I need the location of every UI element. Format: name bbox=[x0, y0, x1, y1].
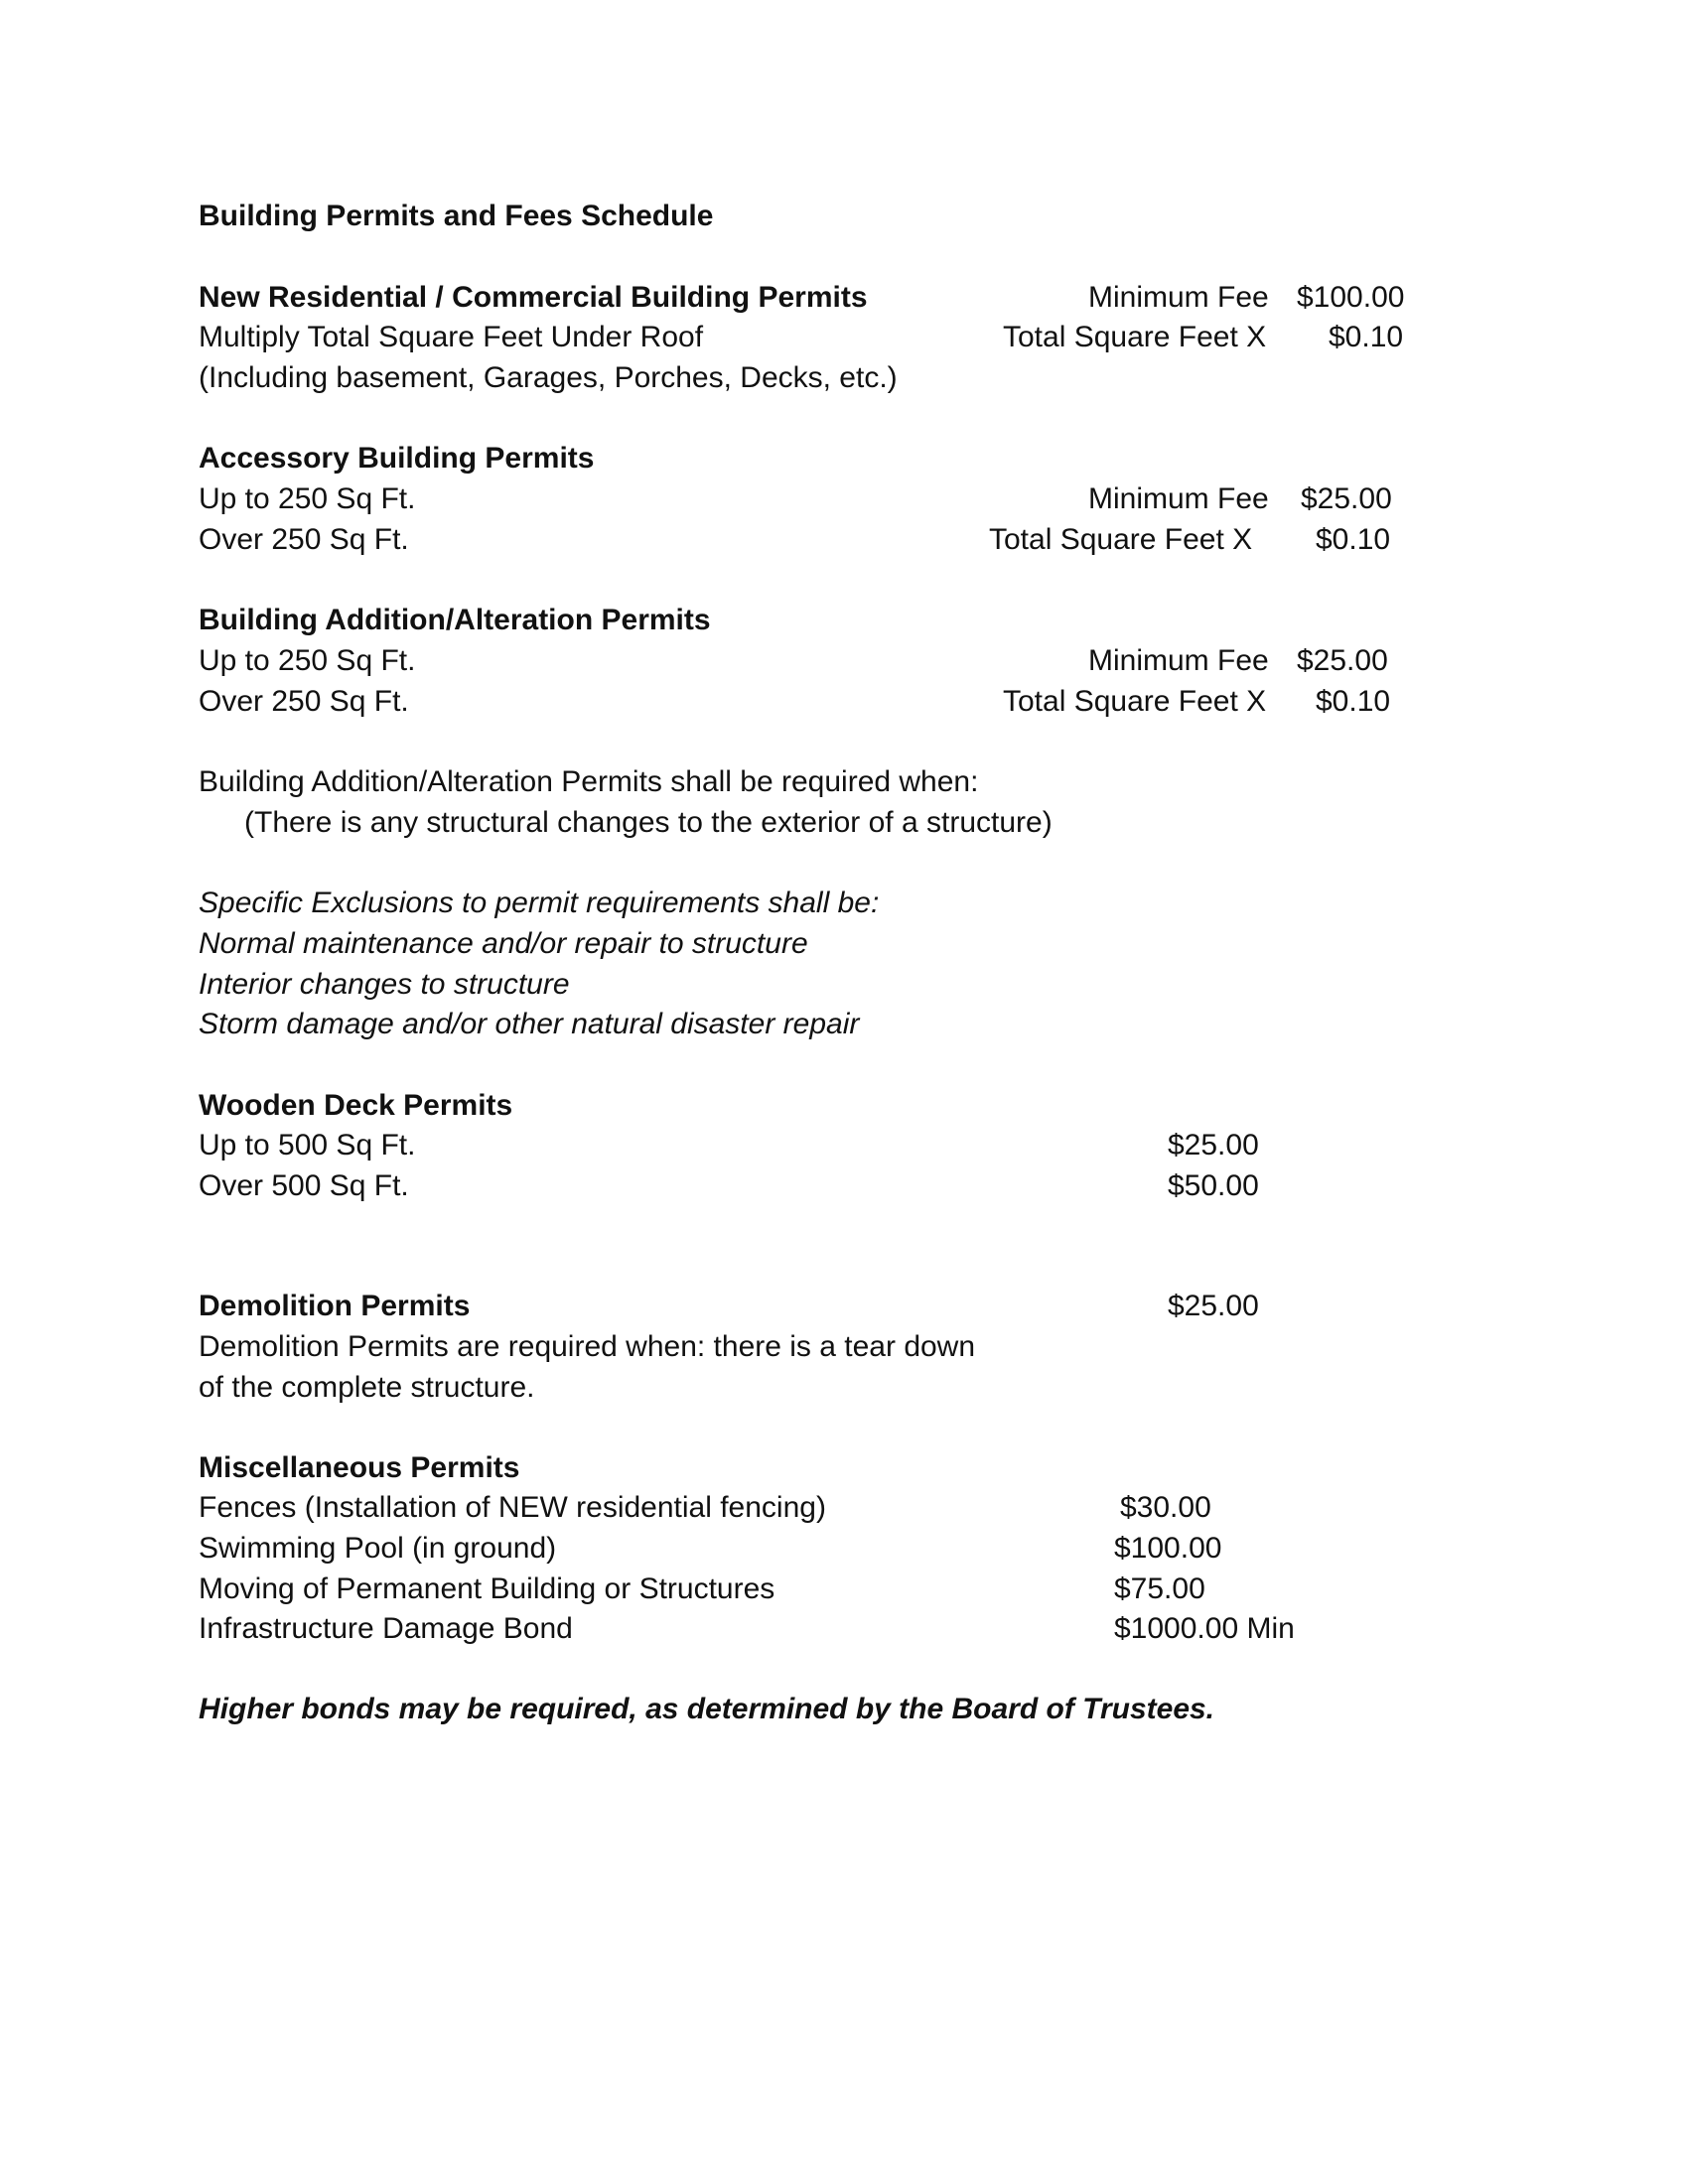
addition-required-when: Building Addition/Alteration Permits shall be required when: bbox=[199, 765, 979, 798]
addition-sqft-rate: $0.10 bbox=[1316, 685, 1391, 718]
new-residential-min-fee-label: Minimum Fee bbox=[1088, 281, 1269, 314]
addition-sqft-label: Total Square Feet X bbox=[1003, 685, 1267, 718]
misc-item-label: Moving of Permanent Building or Structures bbox=[199, 1572, 775, 1605]
new-residential-sqft-label: Total Square Feet X bbox=[1003, 321, 1267, 353]
new-residential-sqft-rate: $0.10 bbox=[1329, 321, 1404, 353]
demolition-fee: $25.00 bbox=[1168, 1290, 1259, 1322]
misc-item-label: Fences (Installation of NEW residential fencing) bbox=[199, 1491, 826, 1524]
accessory-min-fee-label: Minimum Fee bbox=[1088, 482, 1269, 515]
addition-row1-label: Up to 250 Sq Ft. bbox=[199, 644, 416, 677]
document-title: Building Permits and Fees Schedule bbox=[199, 200, 714, 232]
misc-item-fee: $100.00 bbox=[1114, 1532, 1222, 1565]
demolition-note-line1: Demolition Permits are required when: there is a tear down bbox=[199, 1330, 976, 1363]
accessory-min-fee-value: $25.00 bbox=[1301, 482, 1392, 515]
new-residential-heading: New Residential / Commercial Building Permits bbox=[199, 281, 868, 314]
deck-row1-fee: $25.00 bbox=[1168, 1129, 1259, 1161]
misc-item-label: Infrastructure Damage Bond bbox=[199, 1612, 573, 1645]
misc-item-fee: $30.00 bbox=[1120, 1491, 1211, 1524]
misc-item-fee: $1000.00 Min bbox=[1114, 1612, 1295, 1645]
addition-min-fee-value: $25.00 bbox=[1297, 644, 1388, 677]
exclusion-item: Normal maintenance and/or repair to structure bbox=[199, 927, 808, 960]
accessory-sqft-rate: $0.10 bbox=[1316, 523, 1391, 556]
accessory-heading: Accessory Building Permits bbox=[199, 442, 595, 475]
deck-heading: Wooden Deck Permits bbox=[199, 1089, 513, 1122]
exclusion-item: Storm damage and/or other natural disaster repair bbox=[199, 1008, 860, 1040]
deck-row2-label: Over 500 Sq Ft. bbox=[199, 1169, 409, 1202]
addition-min-fee-label: Minimum Fee bbox=[1088, 644, 1269, 677]
deck-row2-fee: $50.00 bbox=[1168, 1169, 1259, 1202]
demolition-heading: Demolition Permits bbox=[199, 1290, 471, 1322]
addition-required-detail: (There is any structural changes to the exterior of a structure) bbox=[244, 806, 1053, 839]
exclusion-item: Interior changes to structure bbox=[199, 968, 570, 1001]
deck-row1-label: Up to 500 Sq Ft. bbox=[199, 1129, 416, 1161]
accessory-row2-label: Over 250 Sq Ft. bbox=[199, 523, 409, 556]
accessory-row1-label: Up to 250 Sq Ft. bbox=[199, 482, 416, 515]
demolition-note-line2: of the complete structure. bbox=[199, 1371, 535, 1404]
misc-heading: Miscellaneous Permits bbox=[199, 1451, 520, 1484]
new-residential-min-fee-value: $100.00 bbox=[1297, 281, 1405, 314]
exclusions-heading: Specific Exclusions to permit requirements shall be: bbox=[199, 887, 880, 919]
new-residential-line1: Multiply Total Square Feet Under Roof bbox=[199, 321, 704, 353]
misc-item-fee: $75.00 bbox=[1114, 1572, 1205, 1605]
misc-item-label: Swimming Pool (in ground) bbox=[199, 1532, 557, 1565]
addition-row2-label: Over 250 Sq Ft. bbox=[199, 685, 409, 718]
addition-heading: Building Addition/Alteration Permits bbox=[199, 604, 711, 636]
footer-note: Higher bonds may be required, as determined by the Board of Trustees. bbox=[199, 1693, 1215, 1725]
new-residential-line2: (Including basement, Garages, Porches, Decks, etc.) bbox=[199, 361, 898, 394]
accessory-sqft-label: Total Square Feet X bbox=[989, 523, 1253, 556]
